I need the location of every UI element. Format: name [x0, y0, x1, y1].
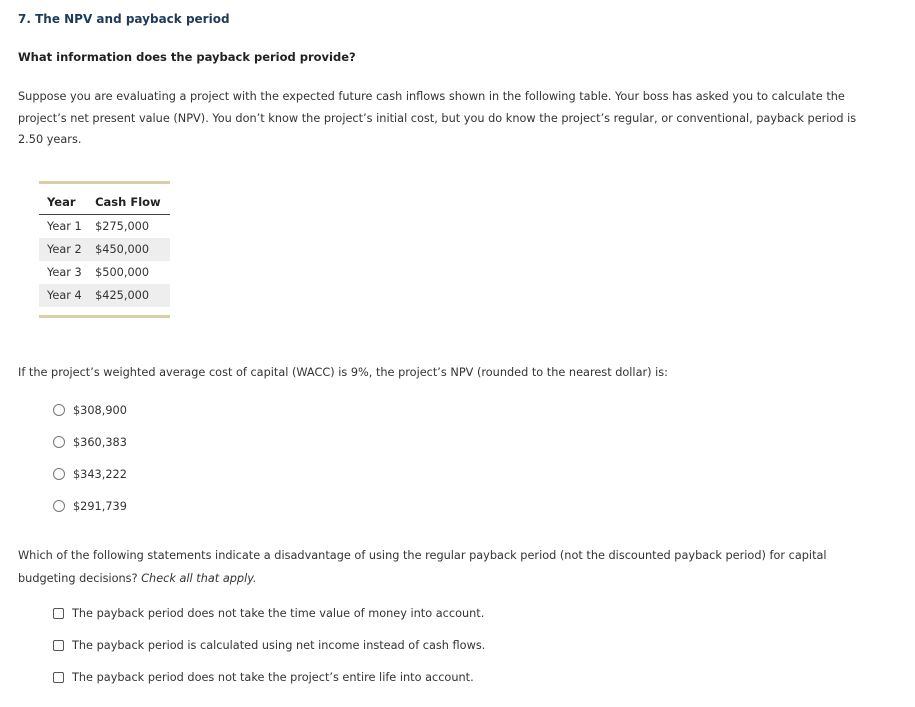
- disadvantage-option-label: The payback period does not take the project’s entire life into account.: [72, 670, 474, 684]
- year-cell: Year 4: [39, 284, 87, 307]
- problem-title: 7. The NPV and payback period: [18, 12, 230, 26]
- check-all-instruction: Check all that apply.: [141, 571, 257, 585]
- intro-line-1: Suppose you are evaluating a project with the expected future cash inflows shown in the following table. Your boss has asked you to calculate the: [18, 90, 845, 103]
- disadvantage-option-2[interactable]: [53, 637, 485, 653]
- npv-option-4[interactable]: [53, 498, 127, 514]
- year-cell: Year 1: [47, 220, 82, 233]
- npv-option-1[interactable]: [53, 402, 127, 418]
- table-row: [39, 215, 170, 239]
- npv-option-3[interactable]: [53, 466, 127, 482]
- checkbox[interactable]: [53, 608, 64, 619]
- intro-line-3: 2.50 years.: [18, 133, 82, 146]
- npv-question-text: If the project’s weighted average cost of capital (WACC) is 9%, the project’s NPV (rounded to the nearest dollar) is:: [18, 366, 668, 379]
- radio-button[interactable]: [53, 436, 65, 448]
- cash-flow-column-header: Cash Flow: [87, 190, 170, 215]
- table-row: [39, 261, 170, 284]
- cash-flow-table: [39, 181, 170, 318]
- radio-button[interactable]: [53, 500, 65, 512]
- npv-option-label: $343,222: [73, 467, 127, 481]
- disadvantage-option-label: The payback period is calculated using net income instead of cash flows.: [72, 638, 486, 652]
- table-row: [39, 238, 170, 261]
- npv-option-label: $291,739: [73, 499, 127, 513]
- npv-option-2[interactable]: [53, 434, 127, 450]
- intro-paragraph: [18, 86, 878, 151]
- year-cell: Year 2: [39, 238, 87, 261]
- disadvantage-question-line-2: [18, 568, 878, 591]
- disadvantage-options-group: [53, 605, 485, 701]
- checkbox[interactable]: [53, 672, 64, 683]
- cash-flow-cell: $500,000: [95, 266, 150, 279]
- checkbox[interactable]: [53, 640, 64, 651]
- cash-flow-cell: $275,000: [95, 220, 150, 233]
- radio-button[interactable]: [53, 404, 65, 416]
- table-header-row: [39, 190, 170, 215]
- npv-option-label: $308,900: [73, 403, 127, 417]
- disadvantage-question-prefix: budgeting decisions?: [18, 571, 142, 585]
- intro-line-2: project’s net present value (NPV). You don’t know the project’s initial cost, but you do know the project’s regular, or conventional, payback period is: [18, 111, 857, 125]
- disadvantage-option-label: The payback period does not take the time value of money into account.: [72, 606, 485, 620]
- disadvantage-question-line-1: Which of the following statements indicate a disadvantage of using the regular payback period (not the discounted payback period) for capital: [18, 549, 827, 562]
- table-row: [39, 284, 170, 307]
- cash-flow-cell: $425,000: [87, 284, 170, 307]
- question-heading: What information does the payback period provide?: [18, 50, 356, 64]
- disadvantage-question-text: [18, 545, 878, 590]
- year-cell: Year 3: [47, 266, 82, 279]
- npv-option-label: $360,383: [73, 435, 127, 449]
- year-column-header: Year: [39, 190, 87, 215]
- radio-button[interactable]: [53, 468, 65, 480]
- npv-options-group: [53, 402, 127, 530]
- cash-flow-cell: $450,000: [87, 238, 170, 261]
- disadvantage-option-3[interactable]: [53, 669, 485, 685]
- disadvantage-option-1[interactable]: [53, 605, 485, 621]
